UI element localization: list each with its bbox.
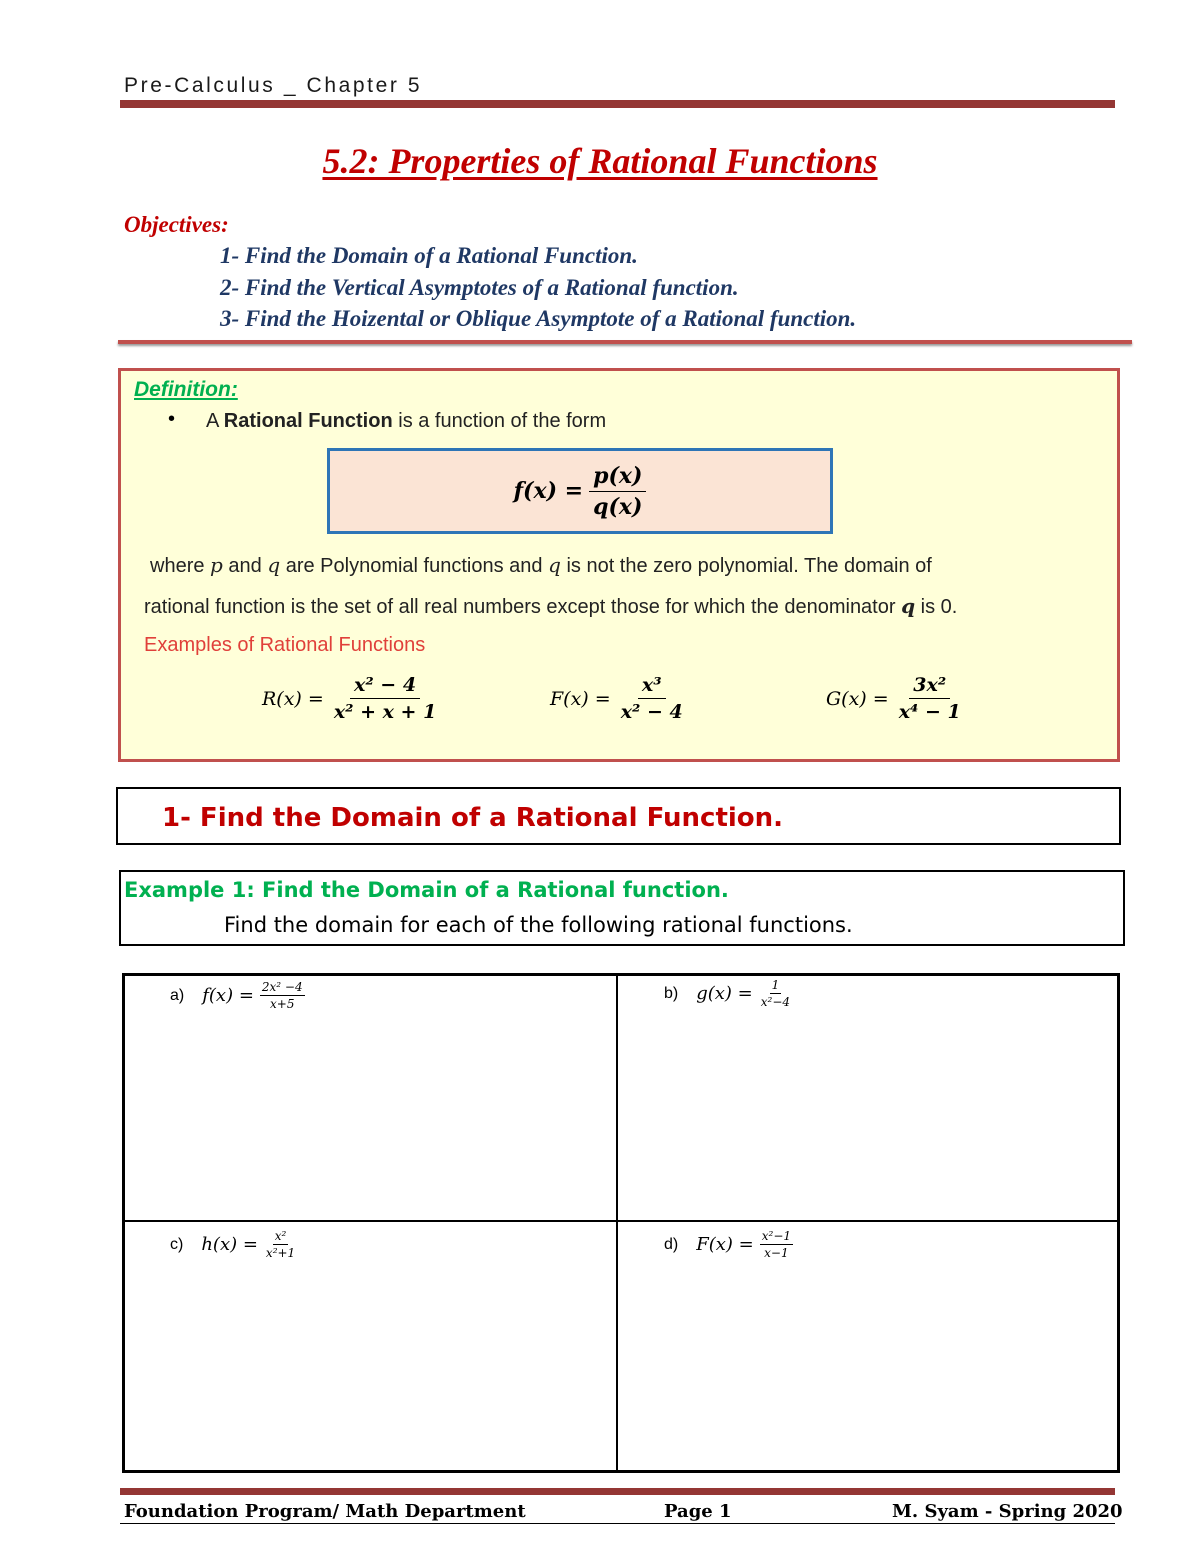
formula-numerator: p(x) — [589, 463, 646, 492]
formula-numerator: 2x² −4 — [261, 980, 303, 994]
formula-fraction — [589, 463, 646, 520]
page-title — [0, 140, 1200, 182]
definition-line — [144, 594, 957, 619]
example-formula-r — [262, 674, 440, 723]
formula-numerator: x² − 4 — [350, 674, 420, 699]
formula-fraction — [895, 674, 965, 723]
formula-lhs: g(x) = — [696, 983, 753, 1004]
formula-denominator: x² − 4 — [620, 701, 683, 723]
footer-department: Foundation Program/ Math Department — [124, 1501, 526, 1522]
formula-denominator: x²+1 — [265, 1246, 296, 1260]
example-formula-g — [826, 674, 965, 723]
definition-text: are Polynomial functions and — [280, 555, 549, 577]
definition-text: is not the zero polynomial. The domain of — [560, 555, 932, 577]
formula-fraction — [264, 1229, 297, 1260]
problem-a — [170, 980, 305, 1011]
objectives-divider — [118, 340, 1132, 344]
problem-c — [170, 1229, 297, 1260]
problem-b — [664, 978, 792, 1009]
formula-numerator: x³ — [638, 674, 666, 699]
header-title: Pre-Calculus _ Chapter 5 — [124, 74, 423, 97]
objective-item: 2- Find the Vertical Asymptotes of a Rational function. — [220, 275, 739, 300]
formula-lhs: f(x) = — [513, 478, 584, 504]
formula-fraction — [759, 978, 792, 1009]
definition-text: is a function of the form — [392, 410, 607, 432]
definition-text: and — [222, 555, 268, 577]
footer-underline — [120, 1523, 1115, 1524]
definition-text: where — [150, 555, 211, 577]
definition-term: Rational Function — [223, 410, 393, 432]
formula-lhs: f(x) = — [202, 985, 254, 1006]
definition-line — [150, 553, 932, 578]
math-variable: q — [267, 553, 281, 577]
section-heading: 1- Find the Domain of a Rational Function. — [162, 803, 784, 833]
formula-lhs: R(x) = — [262, 687, 324, 710]
formula-fraction — [617, 674, 687, 723]
formula-lhs: F(x) = — [550, 687, 611, 710]
problem-label: d) — [664, 1235, 679, 1253]
page-title-text: 5.2: Properties of Rational Functions — [322, 141, 878, 181]
problem-label: b) — [664, 984, 679, 1002]
formula-denominator: x+5 — [270, 997, 295, 1011]
formula-numerator: x²−1 — [761, 1229, 792, 1243]
formula-box — [327, 448, 833, 534]
objective-item: 1- Find the Domain of a Rational Function. — [220, 243, 638, 268]
bullet-icon: • — [168, 408, 176, 430]
problem-d — [664, 1229, 793, 1260]
formula-numerator: 1 — [771, 978, 780, 992]
example-title: Example 1: Find the Domain of a Rational function. — [124, 878, 729, 902]
definition-label: Definition: — [134, 378, 238, 401]
formula-lhs: G(x) = — [826, 687, 889, 710]
formula-denominator: x−1 — [764, 1246, 789, 1260]
formula-numerator: x² — [274, 1229, 287, 1243]
math-variable: p — [210, 553, 223, 577]
definition-text: rational function is the set of all real numbers except those for which the denominator — [144, 596, 902, 618]
formula-fraction — [330, 674, 441, 723]
footer-author: M. Syam - Spring 2020 — [892, 1501, 1123, 1522]
formula-denominator: q(x) — [593, 493, 643, 520]
grid-divider — [122, 1220, 1120, 1222]
footer-divider — [120, 1488, 1115, 1495]
formula-denominator: x² + x + 1 — [333, 701, 437, 723]
formula-fraction — [760, 1229, 793, 1260]
formula-lhs: h(x) = — [201, 1234, 258, 1255]
example-formula-f — [550, 674, 687, 723]
examples-label: Examples of Rational Functions — [144, 634, 426, 656]
header-divider — [120, 100, 1115, 108]
formula-numerator: 3x² — [909, 674, 950, 699]
problem-grid — [122, 973, 1120, 1473]
formula-fraction — [260, 980, 305, 1011]
math-variable: q — [901, 594, 916, 618]
definition-line — [206, 410, 606, 433]
problem-label: c) — [170, 1235, 184, 1253]
example-instruction: Find the domain for each of the following rational functions. — [224, 913, 853, 937]
problem-label: a) — [170, 986, 185, 1004]
formula-denominator: x⁴ − 1 — [898, 701, 961, 723]
footer-page-number: Page 1 — [664, 1501, 732, 1522]
definition-text: is 0. — [915, 596, 958, 618]
formula-denominator: x²−4 — [760, 995, 791, 1009]
math-variable: q — [548, 553, 561, 577]
formula-lhs: F(x) = — [696, 1234, 754, 1255]
objective-item: 3- Find the Hoizental or Oblique Asymptote of a Rational function. — [220, 306, 857, 331]
grid-divider — [616, 973, 618, 1473]
objectives-label: Objectives: — [124, 212, 229, 237]
definition-text: A — [206, 410, 224, 432]
